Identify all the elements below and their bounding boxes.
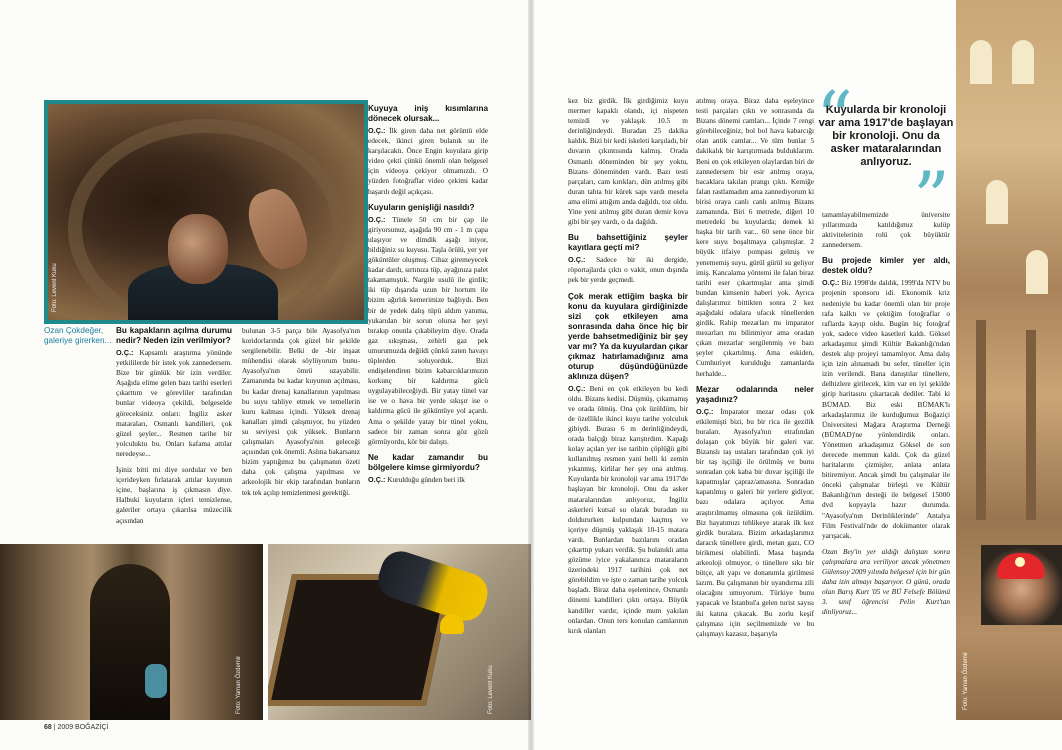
- headlamp: [1015, 557, 1025, 567]
- intro-paragraph: Ozan Bey'in yer aldığı dalıştan sonra çalışmalara ara veriliyor ancak yönetmen Gülensoy 2009 yılında belgesel için bir gün daha izin almayı başarıyor. O günü, orada olan Barış Kurt '05 ve BÜ Felsefe Bölümü 3. sınıf öğrencisi Pelin Kurt'tan dinliyoruz...: [822, 546, 950, 617]
- column: [976, 320, 986, 520]
- arched-window: [1026, 250, 1048, 294]
- question-heading: Bu projede kimler yer aldı, destek oldu?: [822, 256, 950, 276]
- page-number: 68: [44, 724, 52, 731]
- right-page: [531, 0, 1062, 750]
- caver-figure: [145, 664, 167, 698]
- answer-text: Kapsamlı araştırma yönünde yetkililerde bir istek yok zannedersem. Bize bir günlük bir izin verdiler. Aşağıda elime gelen bazı tarihi eserleri çıkarttım ve görevliler tarafından bunlar videoya çekildi, belgeselde göreceksiniz onları: İngiliz asker mataraları, Osmanlı kandilleri, çok güzel şeyler... Resmen tarihe bir yolculuktu bu. Onları kafama attılar neredeyse...: [116, 348, 232, 458]
- answer-text: Beni en çok etkileyen bu kedi oldu. Bizans kedisi. Düşmüş, çıkamamış ve orada ölmüş. Ona çok üzüldüm, bir de özellikle ikinci kuyu tarihe yolculuk gibiydi. Burası 6 m derinliğindeydi, orada balçığı biraz karıştırdım. Kapağı kolay açılan yer ise tarihin çöplüğü gibi kullanılmış resmen yani belli ki zemin yıkanmış, kirlilar her şey ona atılmış. Kuyularda bir kronoloji var ama 1917'de başlayan bir kronoloji. Onu da asker mataralarından anlıyoruz, İngiliz askerleri kutsal su olarak buradan su doldururken kulpundan kaçmış ve içeriye düşmüş yaklaşık 10-15 matara vardı. Bunlardan bazılarını oradan çıkarttıp yukarı verdik. Şu bulanıklı ama gözüme iyice yakalanınca mataraların üzerindeki 1917 tarihini çok net görebildim ve işte o zaman tarihe yolcuk başladı. Biraz daha eşelenince, Osmanlı dönemi kandilleri çıktı ortaya. Büyük kandiller vardır, içinde mum yakılan onlardan. Onun ters konulan camlarının kırık olanları: [568, 383, 688, 635]
- column: [1026, 330, 1036, 520]
- right-column-1: [568, 96, 688, 712]
- answer-paragraph: atılmış oraya. Biraz daha eşeleyince testi parçaları çıktı ve sonrasında da Bizans dönemi camları... İçinde 7 rengi görebileceğiniz, bol bol hava kabarcığı olan antik camlar... Ve tüm bunlar 5 dakikalık bir karıştırmada bulduklarım. Beni en çok etkileyen olaylardan biri de zannedersem bir esir atılmış oraya, bacaklara takılan prangı çıktı. Kemiğe falan rastlamadım ama zannediyorum ki birisi oraya canlı canlı atılmış Bizans zamanında. Biri 6 metrede, diğeri 10 metredeki bu kuyularda; demek ki başka bir tarih var... 60 sene önce bir kere suyu boşaltmaya çalışmışlar. 2 büyük itfaiye pompası gelmiş ve yenememiş suyu, gürül gürül su geliyor imiş. Kancalama yöntemi ile falan biraz tarihi eser çıkartmışlar ama şimdi bundan kimsenin haberi yok. Ayrıca dalışlarımız bittikten sonra 2 kez aşağıdaki odalara ufacık tünellerden girdik. Rahip mezarları mı imparator mezarları mı bilinmiyor ama oradan çıkan mezarlar sergilenmiş ve bazı şeyler çıkartılmış. Ama eskiden, Cumhuriyet kurulduğu zamanlarda herhalde...: [696, 96, 814, 378]
- answer-paragraph: İşiniz bitti mi diye sordular ve ben içerideyken fırlatarak attılar kuyunun içine, başlarına iş çıkmasın diye. Halbuki kuyuların içleri temizlense, galeriler ortaya çıkarılsa müzecilik açısından: [116, 465, 232, 525]
- photo-credit: Foto: Yaman Özdemir: [236, 655, 242, 714]
- photo-caver-portrait: [981, 545, 1062, 625]
- question-heading: Çok merak ettiğim başka bir konu da kuyulara girdiğinizde sizi çok etkileyen ama sonrasında daha önce hiç bir yerde bahsetmediğiniz bir şey var mı? Ya da kuyulardan çıkar çıkmaz hatırlamadığınız ama oturup düşündüğünüzde aklınıza düşen?: [568, 291, 688, 381]
- answer-text: Kurulduğu günden beri ilk: [387, 474, 465, 484]
- arched-window: [970, 40, 992, 84]
- speaker-initials: O.Ç.:: [696, 406, 714, 416]
- arched-window: [1012, 40, 1034, 84]
- right-folio: 2009 BOĞAZİÇİ | 69: [968, 724, 1033, 731]
- left-column-2: [242, 326, 360, 538]
- answer-paragraph: [116, 348, 232, 459]
- speaker-initials: O.Ç.:: [568, 383, 586, 393]
- photo-diver-in-well: [44, 100, 368, 324]
- speaker-initials: O.Ç.:: [116, 348, 134, 357]
- answer-paragraph: [568, 255, 688, 285]
- question-heading: Bu kapakların açılma durumu nedir? Neden izin verilmiyor?: [116, 326, 232, 345]
- right-column-2: [696, 96, 814, 712]
- photo-trapdoor: [268, 544, 531, 720]
- left-column-3: [368, 104, 488, 538]
- answer-text: İlk giren daha net görüntü elde edecek, ikinci giren bulanık su ile karşılacaktı. Önce Engin kuyulara girip video çekti çünkü önemli olan belgesel için videoya çekiyor olmamızdı. O yüzden fotoğraflar video çekimi kadar başarılı değil açıkçası.: [368, 126, 488, 196]
- helmet: [440, 614, 464, 634]
- question-heading: Kuyuların genişliği nasıldı?: [368, 202, 475, 212]
- left-column-1: [116, 326, 232, 538]
- answer-paragraph: kez biz girdik. İlk girdiğimiz kuyu mermer kapaklı olandı, içi nispeten temizdi ve yaklaşık 10.5 m derinliğindeydi. Buradan 25 dakika kaldık. Bizi bir kedi iskeleti karşıladı, bir duvarın çıkıntısında kalmış. Orada Osmanlı döneminden bir şey yoktu, Bizans döneminden vardı. Bazı testi parçaları, cam kırıkları, dün atılmış gibi duran tahta bir kürek sapı vardı mesela ama elimi attığım anda dağıldı, toz oldu. Yine yeni atılmış gibi duran demir kova gibi bir şey vardı, o da dağıldı.: [568, 96, 688, 227]
- close-quote-mark: ”: [913, 156, 950, 240]
- answer-paragraph: tamamlayabilmemizde üniversite yıllarımızda katıldığımız kulüp aktivitelerinin rolü çok büyüktür zannedersem.: [822, 210, 950, 250]
- answer-text: Biz 1998'de daldık, 1999'da NTV bu projenin sponsoru idi. Ekonomik kriz nedeniyle bu kadar önemli olan bir proje rafa kalktı ve çektiğim fotoğraflar o raflarda kayıp oldu. Bugün hiç fotoğraf yok, sadece video kasetleri kaldı. Göksel arkadaşımız şimdi Kültür Bakanlığı'ndan destek alıp projeyi tamamlıyor. Ama dalış için izin alınamadı bu sefer, tüneller için izin verilendi. Bana danıştılar tünellere, delhizlere girilecek, kim var en iyi şekilde girip haritasını çıkartacak dediler. Tabi ki BÜMAD. Biz eski BÜMAK'lı arkadaşlarımız ile kurduğumuz Boğaziçi Üniversitesi Mağara Araştırma Derneği (BÜMAD)'ne yönlendirdik onları. Yönetmen arkadaşımız Göksel de son derecede memnun kaldı. Çok da güzel haritalarını çizmişler, anlata anlata bitiremiyor. Ancak şimdi bu çalışmalar ile önceki çalışmalar birleşti ve Kültür Bakanlığı'nın desteği ile belgesel 15000 dvd kopyayla hazır durumda. "Ayasofya'nın Derinliklerinde" Antalya Film Festivali'nde de dokümanter olarak yarışacak.: [822, 278, 950, 540]
- photo-credit: Foto: Levent Kuku: [52, 263, 58, 312]
- question-heading: Ne kadar zamandır bu bölgelere kimse girmiyordu?: [368, 452, 488, 472]
- answer-text: İmparator mezar odası çok etkilemişti bizi, bu bir rica ile gezilik buraları. Ayasofya'nın etrafından dolaşan çok büyük bir galeri var. Bizanslı taş ustaları tarafından çok iyi bir taş işçiliği ile örülmüş ve bunu sonradan çok kaba bir duvar işçiliği ile kapatmışlar çapraz/amasına. Sonradan kapatılmış o galeri bir yerlere gidiyor, bazı odalara açılıyor. Ama araştırılmamış olmasına çok üzüldüm. Biz hayatımızı tehlikeye atarak ilk kez girdik buralara. Bizim arkadaşlarımız daracık tünellere girdi, metan gazı, CO birikmesi olabilirdi. Masa başında arkeoloji olmuyor, o tünellere sıkı bir bütçe, alt yapı ve donanımla girilmesi lazım. Bu çalışmanın bir uyandırma zili olacağını umuyorum. Türkiye bunu yapacak ve İstanbul'a gelen turist sayısı iki katına çıkacak. Bu zorlu keşif çalışması için seçilmemizde ve bu çalışmayı kazasız, başarıyla: [696, 406, 814, 638]
- question-heading: Mezar odalarında neler yaşadınız?: [696, 384, 814, 404]
- diver-head: [168, 214, 228, 284]
- page-number: 69: [1024, 724, 1033, 731]
- photo-tunnel: [0, 544, 263, 720]
- arched-window: [986, 180, 1008, 224]
- speaker-initials: O.Ç.:: [368, 474, 386, 484]
- answer-text: Sadece bir iki dergide, röportajlarda çıktı o vakit, onun dışında pek bir yerde geçmedi.: [568, 255, 688, 285]
- magazine-title: 2009 BOĞAZİÇİ: [968, 724, 1019, 731]
- spine-gutter: [528, 0, 534, 750]
- open-quote-mark: “: [816, 76, 853, 160]
- left-folio: 68 | 2009 BOĞAZİÇİ: [44, 724, 109, 731]
- answer-paragraph: bulunan 3-5 parça bile Ayasofya'nın koridorlarında çok güzel bir şekilde sergilenebilir. Belki de -bir inşaat mühendisi olarak söylüyorum bunu- Ayasofya'nın ömrü uzayabilir. Zamanında bu kadar kuyunun açılması, bu kadar drenaj kanallarının yapılması bu suyu tahliye etmek ve temellerin kuru kalması içindi. Yüksek drenaj kanalları şimdi çalışmıyor, bu yüzden su seviyesi çok yüksek. Bunların çalışmaları Ayasofya'nın geleceği açısından çok önemli. Aslına bakarsanız bizim yaptığımız bu çalışmanın özeti daha çok çalışma yapılması ve arkeolojik bir ekip tarafından bunların tek tek açılıp temizlenmesi gerektiği.: [242, 326, 360, 497]
- answer-paragraph: [368, 126, 488, 197]
- answer-paragraph: [368, 475, 488, 485]
- question-heading: Kuyuya iniş kısımlarına dönecek olursak...: [368, 104, 488, 123]
- photo-credit: Foto: Levent Kuku: [488, 665, 494, 714]
- speaker-initials: O.Ç.:: [568, 255, 586, 265]
- answer-paragraph: [822, 278, 950, 540]
- speaker-initials: O.Ç.:: [822, 278, 840, 288]
- answer-paragraph: [368, 215, 488, 447]
- question-heading: Bu bahsettiğiniz şeyler kayıtlara geçti mi?: [568, 233, 688, 253]
- answer-paragraph: [568, 384, 688, 636]
- photo-credit: Foto: Yaman Özdemir: [963, 651, 969, 710]
- pull-quote: Kuyularda bir kronoloji var ama 1917'de başlayan bir kronoloji. Onu da asker mataralarından anlıyoruz.: [818, 104, 954, 168]
- right-column-3: [822, 210, 950, 710]
- magazine-title: 2009 BOĞAZİÇİ: [57, 724, 109, 731]
- speaker-initials: O.Ç.:: [368, 126, 386, 135]
- speaker-initials: O.Ç.:: [368, 214, 386, 224]
- answer-paragraph: [696, 407, 814, 639]
- photo-caption: Ozan Çokdeğer, galeriye girerken...: [44, 326, 112, 345]
- answer-text: Tünele 50 cm bir çap ile giriyorsunuz, aşağıda 90 cm - 1 m çapa ulaşıyor ve dimdik aşağı iniyor, bildiğiniz su kuyusu. Taşla örülü, yer yer göküntüler oluşmuş. Cihaz giremeyecek kadar dardı, sırtınıza tüp, ayağınıza palet takamamıştık. Nargile usulü ile girdik; iki tüp dışarıda uzun bir hortum ile bizim ağırlık kemerimize bağlıydı. Ben bir de yedek dalış tüpü aldım yanıma, yukarıdan bir sorun olursa her şeyi bırakıp onunla çıkabileyim diye. Orada gaz sıkışması, zehirli gaz pek umurumuzda değildi çünkü zaten havayı tüplerden soluyorduk. Bizi endişelendiren bizim kabarcıklarımızın korkunç bir kaldırma gücü uygulayabileceğiydi. Bir yatay tünel var ise ve o hava bir yerde sıkışır ise o kaldırma gücü ile göküntüye yol açardı. Ama o şekilde yatay bir tünel yoktu, sadece bir zaman sonra göz gözü görmüyordu, kör bir dalıştı.: [368, 214, 488, 446]
